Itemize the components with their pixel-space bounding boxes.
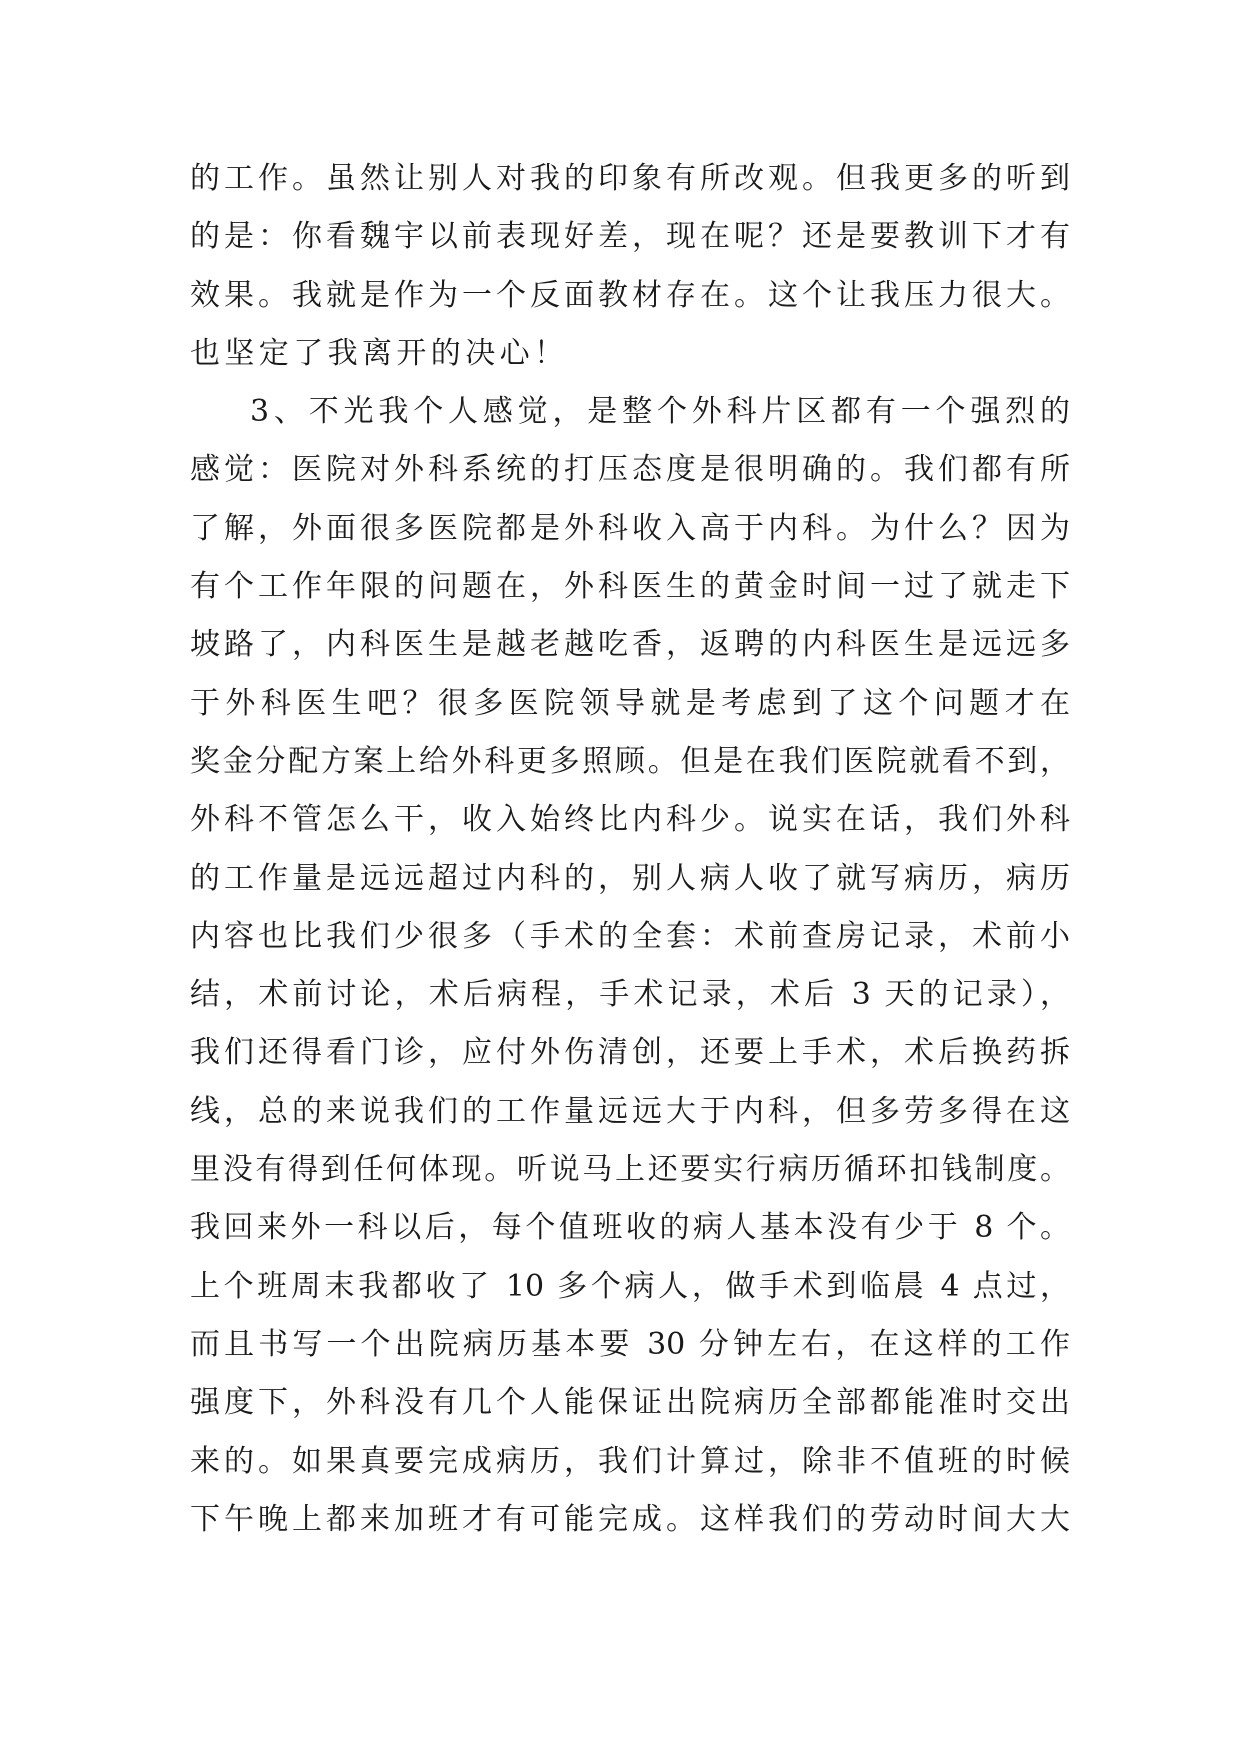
text-line: 我们还得看门诊，应付外伤清创，还要上手术，术后换药拆 bbox=[190, 1035, 1070, 1071]
text-line: 强度下，外科没有几个人能保证出院病历全部都能准时交出 bbox=[190, 1385, 1070, 1421]
body-text bbox=[190, 150, 1070, 1549]
text-line: 来的。如果真要完成病历，我们计算过，除非不值班的时候 bbox=[190, 1443, 1070, 1479]
text-line: 线，总的来说我们的工作量远远大于内科，但多劳多得在这 bbox=[190, 1093, 1070, 1129]
text-line: 了解，外面很多医院都是外科收入高于内科。为什么？因为 bbox=[190, 510, 1070, 546]
text-line: 上个班周末我都收了 10 多个病人，做手术到临晨 4 点过， bbox=[190, 1268, 1070, 1304]
text-line: 内容也比我们少很多（手术的全套：术前查房记录，术前小 bbox=[190, 918, 1070, 954]
text-line: 结，术前讨论，术后病程，手术记录，术后 3 天的记录）， bbox=[190, 977, 1070, 1013]
text-line: 感觉：医院对外科系统的打压态度是很明确的。我们都有所 bbox=[190, 452, 1070, 488]
text-line: 奖金分配方案上给外科更多照顾。但是在我们医院就看不到， bbox=[190, 743, 1070, 779]
text-line: 坡路了，内科医生是越老越吃香，返聘的内科医生是远远多 bbox=[190, 627, 1070, 663]
text-line: 效果。我就是作为一个反面教材存在。这个让我压力很大。 bbox=[190, 277, 1070, 313]
text-line: 于外科医生吧？很多医院领导就是考虑到了这个问题才在 bbox=[190, 685, 1070, 721]
text-line: 有个工作年限的问题在，外科医生的黄金时间一过了就走下 bbox=[190, 569, 1070, 605]
text-line: 里没有得到任何体现。听说马上还要实行病历循环扣钱制度。 bbox=[190, 1152, 1070, 1188]
paragraph-start-line: 3、不光我个人感觉，是整个外科片区都有一个强烈的 bbox=[250, 394, 1070, 430]
text-line: 也坚定了我离开的决心！ bbox=[190, 335, 569, 371]
text-line: 外科不管怎么干，收入始终比内科少。说实在话，我们外科 bbox=[190, 802, 1070, 838]
text-line: 的工作。虽然让别人对我的印象有所改观。但我更多的听到 bbox=[190, 161, 1070, 196]
text-line: 下午晚上都来加班才有可能完成。这样我们的劳动时间大大 bbox=[190, 1501, 1070, 1537]
text-line: 的是：你看魏宇以前表现好差，现在呢？还是要教训下才有 bbox=[190, 219, 1070, 255]
text-line: 而且书写一个出院病历基本要 30 分钟左右，在这样的工作 bbox=[190, 1326, 1070, 1362]
text-line: 我回来外一科以后，每个值班收的病人基本没有少于 8 个。 bbox=[190, 1210, 1070, 1246]
text-line: 的工作量是远远超过内科的，别人病人收了就写病历，病历 bbox=[190, 860, 1070, 896]
